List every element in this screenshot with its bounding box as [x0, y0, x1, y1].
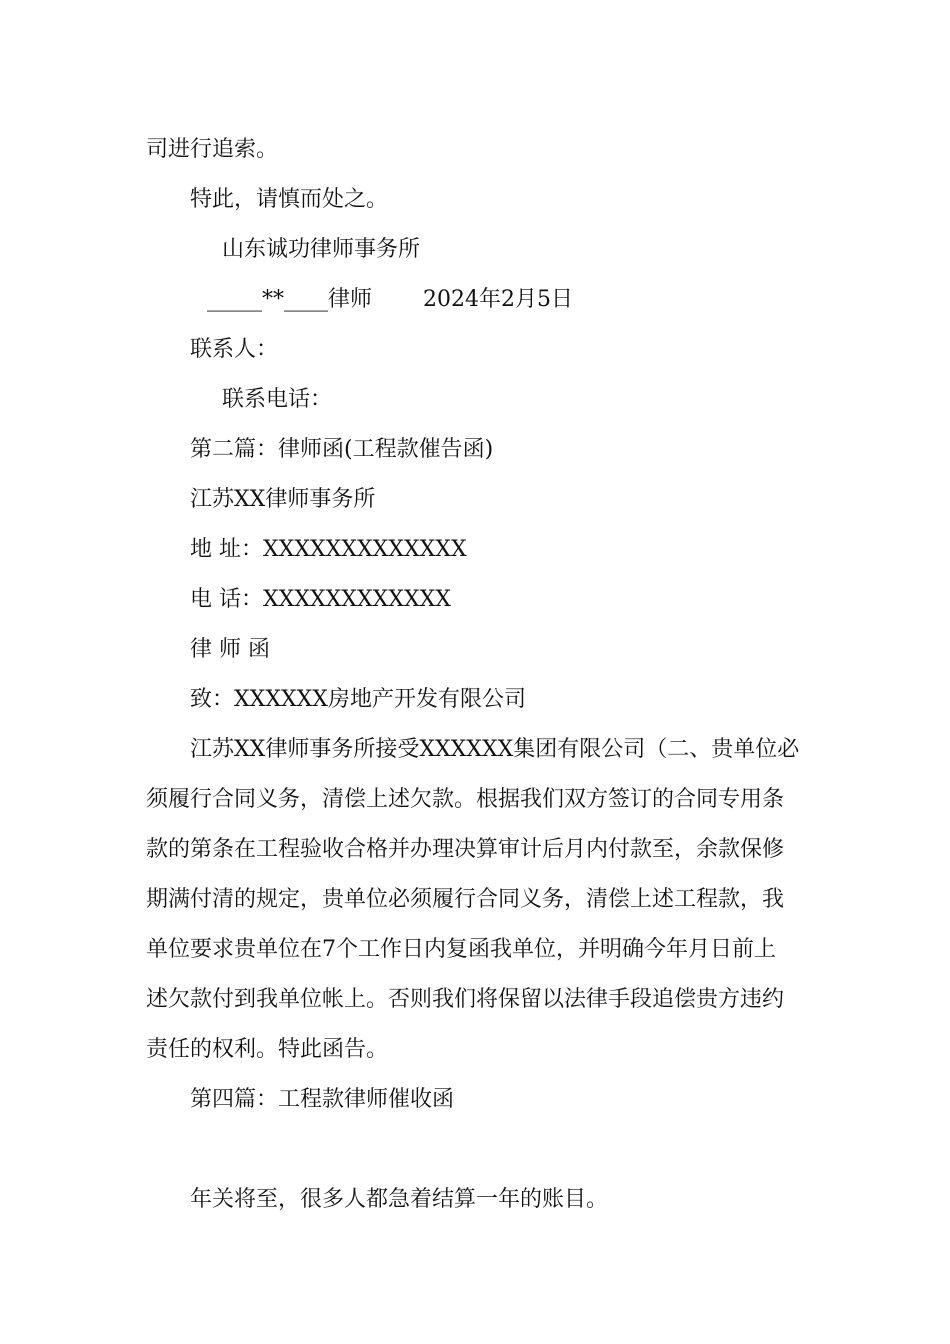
section-heading-part-four: 第四篇：工程款律师催收函 [190, 1087, 455, 1112]
paragraph-line-4: 期满付清的规定，贵单位必须履行合同义务，清偿上述工程款，我 [146, 887, 785, 912]
paragraph-line-2: 须履行合同义务，清偿上述欠款。根据我们双方签订的合同专用条 [146, 787, 785, 812]
text-line-intro: 年关将至，很多人都急着结算一年的账目。 [190, 1187, 609, 1212]
paragraph-line-6: 述欠款付到我单位帐上。否则我们将保留以法律手段追偿贵方违约 [146, 987, 785, 1012]
paragraph-line-3: 款的第条在工程验收合格并办理决算审计后月内付款至，余款保修 [146, 837, 785, 862]
text-line-firm-name: 江苏XX律师事务所 [190, 487, 376, 512]
text-line-law-firm: 山东诚功律师事务所 [222, 237, 421, 262]
paragraph-line-7: 责任的权利。特此函告。 [146, 1037, 389, 1062]
paragraph-line-1: 江苏XX律师事务所接受XXXXXX集团有限公司（二、贵单位必 [190, 737, 800, 762]
text-line-address: 地 址：XXXXXXXXXXXXX [190, 537, 467, 562]
text-line-continuation: 司进行追索。 [146, 137, 279, 162]
paragraph-line-5: 单位要求贵单位在7个工作日内复函我单位，并明确今年月日前上 [146, 937, 776, 962]
text-line-recipient: 致：XXXXXX房地产开发有限公司 [190, 687, 526, 712]
letter-title: 律 师 函 [190, 637, 270, 662]
text-line-lawyer-date: _____**____律师 2024年2月5日 [207, 287, 573, 312]
text-line-telephone: 电 话：XXXXXXXXXXXX [190, 587, 451, 612]
section-heading-part-two: 第二篇：律师函(工程款催告函) [190, 437, 494, 462]
text-line-closing: 特此，请慎而处之。 [190, 187, 389, 212]
text-line-contact-person: 联系人： [190, 337, 279, 362]
text-line-contact-phone: 联系电话： [222, 387, 333, 412]
